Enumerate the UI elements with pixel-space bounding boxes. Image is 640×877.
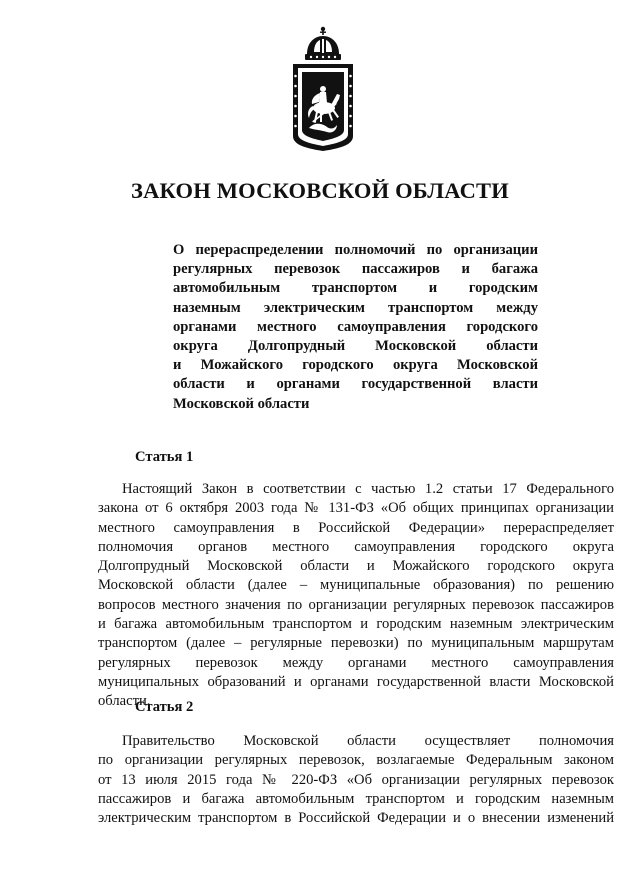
subject-line: Московской области	[173, 395, 310, 412]
article-1-text	[98, 480, 614, 712]
article-line: Настоящий Закон в соответствии с частью 1.2 статьи 17 Федерального	[122, 481, 614, 497]
article-line: местного самоуправления в Российской Федерации» перераспределяет	[98, 519, 614, 536]
subject-line: и Можайского городского округа Московской	[173, 357, 538, 374]
article-line: от 13 июля 2015 года № 220-ФЗ «Об организации регулярных перевозок	[98, 771, 614, 788]
subject-line: области и органами государственной власти	[173, 376, 538, 393]
article-line: муниципальных образований и органами государственной власти Московской	[98, 673, 614, 690]
article-line: по организации регулярных перевозок, возлагаемые Федеральным законом	[98, 752, 614, 769]
subject-line: округа Долгопрудный Московской области	[173, 337, 538, 354]
article-line: регулярных перевозок между органами местного самоуправления	[98, 654, 614, 671]
moscow-oblast-coat-of-arms-icon	[287, 24, 359, 152]
article-line: транспортом (далее – регулярные перевозки) по муниципальным маршрутам	[98, 635, 614, 652]
article-2-text	[98, 732, 614, 828]
article-1-heading: Статья 1	[135, 449, 194, 465]
law-subject	[173, 241, 538, 414]
subject-line: регулярных перевозок пассажиров и багажа	[173, 261, 538, 278]
article-line: и багажа автомобильным транспортом и городским наземным электрическим	[98, 616, 614, 633]
article-line: полномочия органов местного самоуправления городского округа	[98, 538, 614, 555]
subject-line: органами местного самоуправления городского	[173, 318, 538, 335]
subject-line: О перераспределении полномочий по организации	[173, 242, 538, 258]
subject-line: автомобильным транспортом и городским	[173, 280, 538, 297]
article-line: Московской области (далее – муниципальные образования) по решению	[98, 577, 614, 594]
law-title: ЗАКОН МОСКОВСКОЙ ОБЛАСТИ	[131, 178, 509, 203]
article-line: Правительство Московской области осуществляет полномочия	[122, 733, 614, 749]
article-line: пассажиров и багажа автомобильным транспортом и городским наземным	[98, 790, 614, 807]
article-line: области.	[98, 693, 151, 710]
article-line: вопросов местного значения по организации регулярных перевозок пассажиров	[98, 596, 614, 613]
article-line: закона от 6 октября 2003 года № 131-ФЗ «Об общих принципах организации	[98, 500, 614, 517]
article-2-heading: Статья 2	[135, 699, 194, 715]
subject-line: наземным электрическим транспортом между	[173, 299, 538, 316]
article-line: Долгопрудный Московской области и Можайского городского округа	[98, 558, 614, 575]
article-line: электрическим транспортом в Российской Федерации и о внесении изменений	[98, 810, 614, 827]
